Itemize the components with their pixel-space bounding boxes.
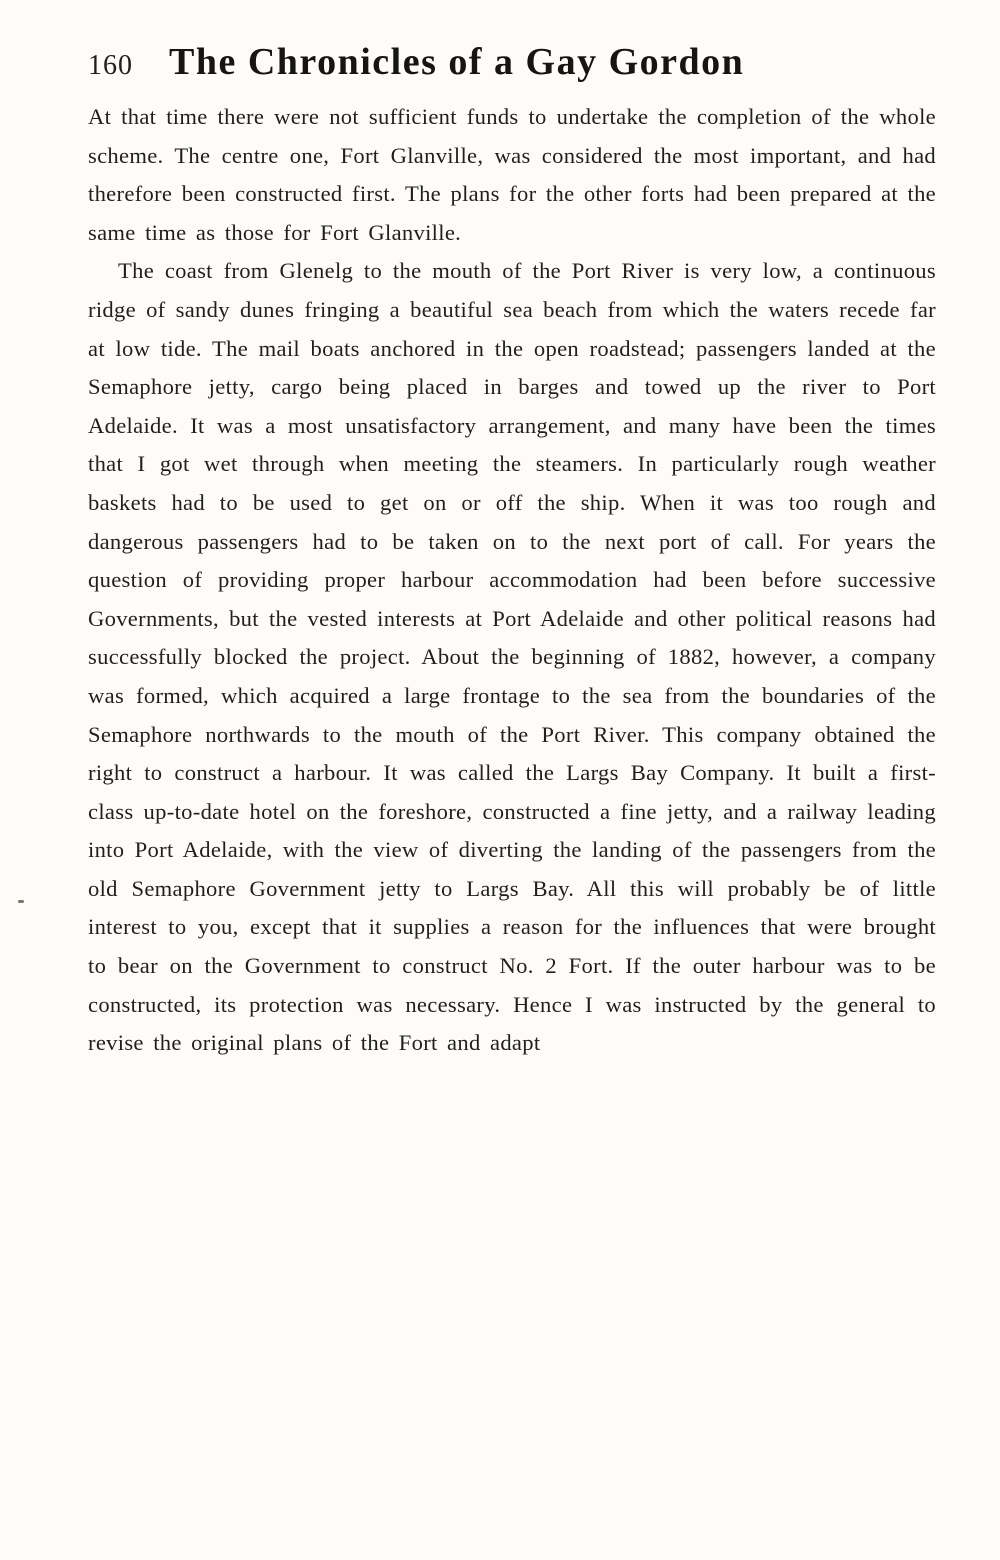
running-header (88, 40, 936, 84)
paragraph: The coast from Glenelg to the mouth of the Port River is very low, a continuous ridge of sandy dunes fringing a beautiful sea beach from which the waters recede far at low tide. The mail boats anchored in the open roadstead; passengers landed at the Semaphore jetty, cargo being placed in barges and towed up the river to Port Adelaide. It was a most unsatisfactory arrangement, and many have been the times that I got wet through when meeting the steamers. In particularly rough weather baskets had to be used to get on or off the ship. When it was too rough and dangerous passengers had to be taken on to the next port of call. For years the question of providing proper harbour accommodation had been before successive Governments, but the vested interests at Port Adelaide and other political reasons had successfully blocked the project. About the beginning of 1882, however, a company was formed, which acquired a large frontage to the sea from the boundaries of the Semaphore northwards to the mouth of the Port River. This company obtained the right to construct a harbour. It was called the Largs Bay Company. It built a first-class up-to-date hotel on the foreshore, constructed a fine jetty, and a railway leading into Port Adelaide, with the view of diverting the landing of the passengers from the old Semaphore Government jetty to Largs Bay. All this will probably be of little interest to you, except that it supplies a reason for the influences that were brought to bear on the Government to construct No. 2 Fort. If the outer harbour was to be constructed, its protection was necessary. Hence I was instructed by the general to revise the original plans of the Fort and adapt (88, 258, 936, 1056)
body-text (88, 98, 936, 1063)
scan-artifact (18, 900, 24, 903)
book-title: The Chronicles of a Gay Gordon (169, 41, 745, 83)
paragraph: At that time there were not sufficient funds to undertake the completion of the whole scheme. The centre one, Fort Glanville, was considered the most important, and had therefore been constructed first. The plans for the other forts had been prepared at the same time as those for Fort Glanville. (88, 104, 936, 245)
page-number: 160 (88, 50, 133, 81)
